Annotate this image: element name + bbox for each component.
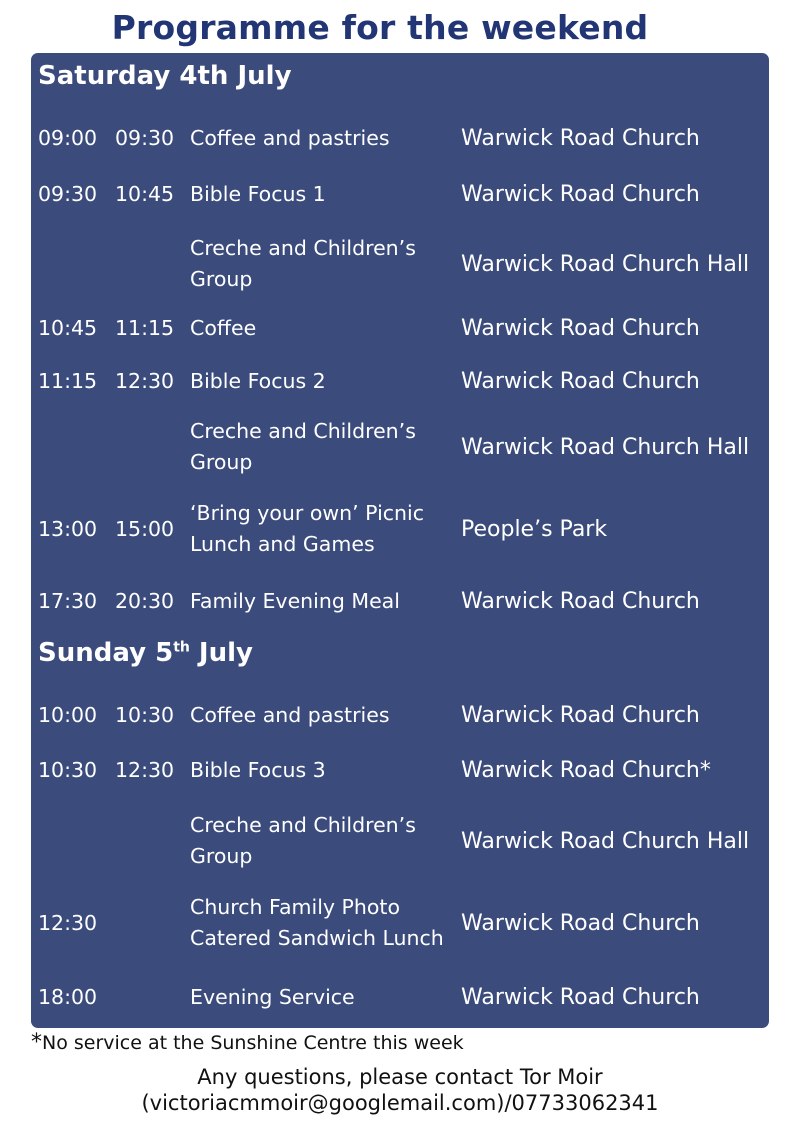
- schedule-row: [31, 584, 769, 618]
- venue: Warwick Road Church: [461, 984, 700, 1010]
- day-heading-sunday: [38, 638, 253, 668]
- end-time: 12:30: [115, 758, 175, 782]
- contact-line-2: (victoriacmmoir@googlemail.com)/07733062341: [141, 1091, 659, 1115]
- start-time: 10:00: [38, 703, 98, 727]
- footnote: [31, 1030, 464, 1055]
- start-time: 09:30: [38, 182, 98, 206]
- event-name: Coffee and pastries: [190, 125, 390, 150]
- venue: Warwick Road Church: [461, 368, 700, 394]
- event-name: Bible Focus 3: [190, 757, 326, 782]
- start-time: 17:30: [38, 589, 98, 613]
- end-time: 09:30: [115, 126, 175, 150]
- event-name: Coffee and pastries: [190, 702, 390, 727]
- venue: Warwick Road Church Hall: [461, 434, 750, 460]
- start-time: 13:00: [38, 517, 98, 541]
- venue: Warwick Road Church Hall: [461, 251, 750, 277]
- day-heading-text: Sunday 5: [38, 638, 174, 668]
- schedule-row: [31, 698, 769, 732]
- schedule-row: [31, 890, 769, 956]
- day-heading-text: Saturday 4th July: [38, 61, 292, 91]
- schedule-row: [31, 414, 769, 480]
- start-time: 12:30: [38, 911, 98, 935]
- event-name: Bible Focus 1: [190, 181, 326, 206]
- schedule-row: [31, 496, 769, 562]
- event-name: Evening Service: [190, 984, 355, 1009]
- venue: Warwick Road Church: [461, 588, 700, 614]
- contact-info: [0, 1064, 800, 1116]
- end-time: 12:30: [115, 369, 175, 393]
- end-time: 15:00: [115, 517, 175, 541]
- end-time: 20:30: [115, 589, 175, 613]
- end-time: 10:30: [115, 703, 175, 727]
- start-time: 09:00: [38, 126, 98, 150]
- schedule-row: [31, 177, 769, 211]
- venue: Warwick Road Church: [461, 910, 700, 936]
- schedule-row: [31, 980, 769, 1014]
- day-heading-saturday: [38, 61, 292, 91]
- venue: Warwick Road Church: [461, 181, 700, 207]
- event-name: Creche and Children’s Group: [190, 236, 416, 291]
- event-name: Creche and Children’s Group: [190, 813, 416, 868]
- day-heading-month: July: [189, 638, 253, 668]
- programme-panel: [31, 53, 769, 1028]
- day-heading-suffix: th: [173, 639, 190, 656]
- event-name: ‘Bring your own’ Picnic Lunch and Games: [190, 501, 425, 556]
- schedule-row: [31, 121, 769, 155]
- event-name: Family Evening Meal: [190, 588, 400, 613]
- footnote-marker: *: [31, 1030, 42, 1055]
- event-name: Creche and Children’s Group: [190, 419, 416, 474]
- schedule-row: [31, 364, 769, 398]
- footnote-text: No service at the Sunshine Centre this week: [42, 1032, 464, 1054]
- schedule-row: [31, 753, 769, 787]
- venue: Warwick Road Church*: [461, 757, 711, 783]
- venue: Warwick Road Church Hall: [461, 828, 750, 854]
- event-name: Bible Focus 2: [190, 368, 326, 393]
- venue: People’s Park: [461, 516, 608, 542]
- end-time: 11:15: [115, 316, 175, 340]
- start-time: 18:00: [38, 985, 98, 1009]
- venue: Warwick Road Church: [461, 315, 700, 341]
- page-title: Programme for the weekend: [111, 8, 649, 47]
- event-name: Coffee: [190, 315, 257, 340]
- schedule-row: [31, 808, 769, 874]
- contact-line-1: Any questions, please contact Tor Moir: [197, 1065, 603, 1089]
- start-time: 11:15: [38, 369, 98, 393]
- end-time: 10:45: [115, 182, 175, 206]
- schedule-row: [31, 231, 769, 297]
- schedule-row: [31, 311, 769, 345]
- start-time: 10:45: [38, 316, 98, 340]
- event-name: Church Family Photo Catered Sandwich Lunch: [190, 895, 444, 950]
- venue: Warwick Road Church: [461, 702, 700, 728]
- start-time: 10:30: [38, 758, 98, 782]
- venue: Warwick Road Church: [461, 125, 700, 151]
